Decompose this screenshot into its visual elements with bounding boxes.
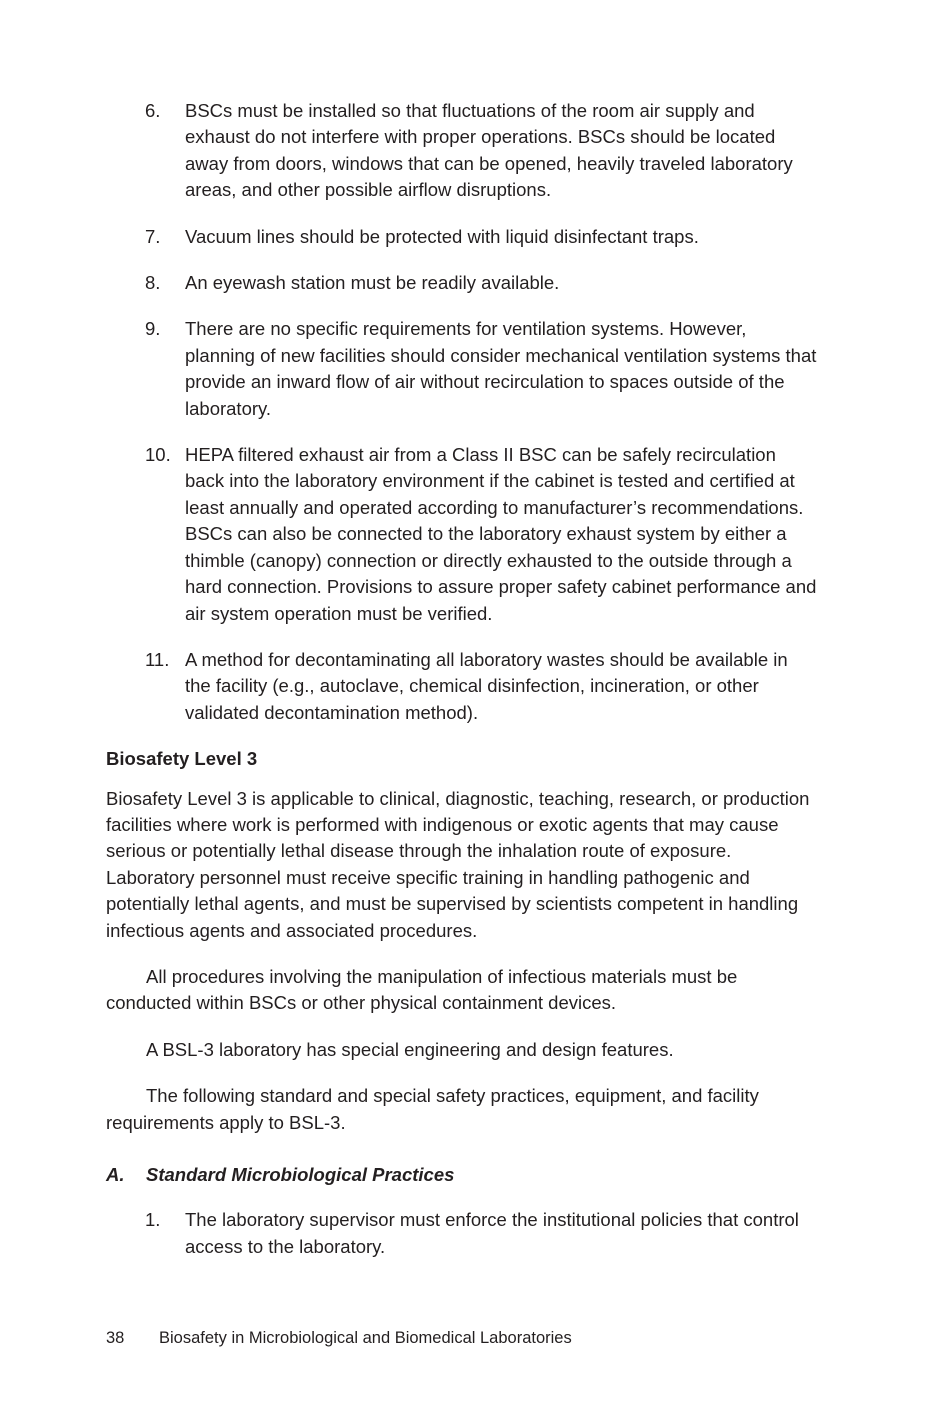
list-item-number: 11.	[145, 648, 170, 670]
list-item	[106, 316, 818, 422]
page-number: 38	[106, 1329, 125, 1347]
book-title: Biosafety in Microbiological and Biomedical Laboratories	[159, 1329, 572, 1347]
subsection-list	[106, 1207, 818, 1260]
list-item-number: 8.	[145, 272, 161, 294]
subsection-letter: A.	[106, 1164, 125, 1185]
list-item	[106, 442, 818, 627]
section-paragraph: All procedures involving the manipulation of infectious materials must be conducted within BSCs or other physical containment devices.	[106, 965, 738, 1014]
section-paragraph: A BSL-3 laboratory has special engineering and design features.	[146, 1038, 674, 1060]
list-item-text: An eyewash station must be readily available.	[185, 272, 560, 294]
section-heading: Biosafety Level 3	[106, 748, 258, 770]
page-footer	[106, 1327, 572, 1349]
list-item	[106, 1207, 818, 1260]
list-item-text: Vacuum lines should be protected with liquid disinfectant traps.	[185, 225, 699, 247]
list-item	[106, 98, 818, 204]
list-item-number: 1.	[145, 1209, 161, 1231]
page-content	[106, 98, 818, 1280]
list-item-text: The laboratory supervisor must enforce the institutional policies that control access to the laboratory.	[185, 1209, 799, 1257]
list-item-number: 9.	[145, 318, 161, 340]
list-item-number: 10.	[145, 444, 171, 466]
subsection-heading	[106, 1162, 818, 1188]
list-item-text: A method for decontaminating all laboratory wastes should be available in the facility (e.g., autoclave, chemical disinfection, incineration, or other validated decontamination method).	[185, 648, 788, 723]
list-item-number: 7.	[145, 225, 161, 247]
list-item-text: BSCs must be installed so that fluctuations of the room air supply and exhaust do not interfere with proper operations. BSCs should be located away from doors, windows that can be opened, heavily traveled laboratory areas, and other possible airflow disruptions.	[185, 100, 793, 201]
continued-list	[106, 98, 818, 726]
section-paragraph: The following standard and special safety practices, equipment, and facility requirements apply to BSL-3.	[106, 1085, 759, 1133]
list-item	[106, 647, 818, 726]
list-item-text: HEPA filtered exhaust air from a Class II BSC can be safely recirculation back into the laboratory environment if the cabinet is tested and certified at least annually and operated according to manufacturer’s recommendations. BSCs can also be connected to the laboratory exhaust system by either a thimble (canopy) connection or directly exhausted to the outside through a hard connection. Provisions to assure proper safety cabinet performance and air system operation must be verified.	[185, 444, 817, 624]
list-item-text: There are no specific requirements for ventilation systems. However, planning of new facilities should consider mechanical ventilation systems that provide an inward flow of air without recirculation to spaces outside of the laboratory.	[185, 318, 817, 419]
list-item-number: 6.	[145, 100, 161, 121]
section-paragraph: Biosafety Level 3 is applicable to clinical, diagnostic, teaching, research, or production facilities where work is performed with indigenous or exotic agents that may cause serious or potentially lethal disease through the inhalation route of exposure. Laboratory personnel must receive specific training in handling pathogenic and potentially lethal agents, and must be supervised by scientists competent in handling infectious agents and associated procedures.	[106, 787, 810, 941]
list-item	[106, 224, 818, 250]
subsection-title: Standard Microbiological Practices	[146, 1164, 455, 1185]
list-item	[106, 270, 818, 296]
